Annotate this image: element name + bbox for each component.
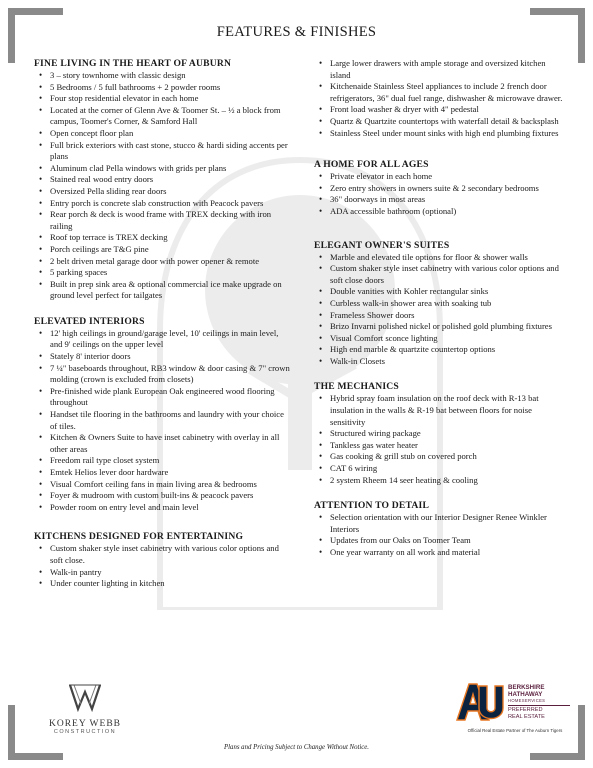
list-item: • Hybrid spray foam insulation on the roof deck with R-13 bat insulation in the walls & R-19 bat between floors for noise sensitivity: [314, 393, 566, 428]
list-item: • Walk-in Closets: [314, 356, 566, 368]
left-column: [34, 58, 292, 590]
feature-list: [314, 393, 566, 486]
list-item: • Large lower drawers with ample storage and oversized kitchen island: [314, 58, 566, 81]
list-item: • Updates from our Oaks on Toomer Team: [314, 535, 566, 547]
section-heading: ELEVATED INTERIORS: [34, 315, 145, 327]
list-item: • Foyer & mudroom with custom built-ins & peacock pavers: [34, 490, 292, 502]
list-item: • Roof top terrace is TREX decking: [34, 232, 292, 244]
feature-list: [314, 252, 566, 368]
list-item: • Pre-finished wide plank European Oak engineered wood flooring throughout: [34, 386, 292, 409]
list-item: • Front load washer & dryer with 4" pedestal: [314, 104, 566, 116]
feature-list: [314, 512, 566, 558]
section-kitchens-continued: [314, 58, 566, 139]
list-item: • Double vanities with Kohler rectangular sinks: [314, 286, 566, 298]
list-item: • Walk-in pantry: [34, 567, 292, 579]
list-item: • Structured wiring package: [314, 428, 566, 440]
list-item: • Gas cooking & grill stub on covered porch: [314, 451, 566, 463]
list-item: • Frameless Shower doors: [314, 310, 566, 322]
bh-line5: REAL ESTATE: [508, 713, 545, 720]
section-elevated-interiors: [34, 316, 292, 514]
list-item: • Freedom rail type closet system: [34, 455, 292, 467]
list-item: • Stained real wood entry doors: [34, 174, 292, 186]
berkshire-hathaway-logo: [508, 684, 570, 720]
bh-line1: BERKSHIRE: [508, 684, 545, 691]
list-item: • Entry porch is concrete slab construction with Peacock pavers: [34, 198, 292, 210]
feature-list: [34, 328, 292, 514]
section-attention-to-detail: [314, 500, 566, 558]
list-item: • 7 ¼" baseboards throughout, RB3 window & door casing & 7" crown molding (crown is excluded from closets): [34, 363, 292, 386]
partner-note: Official Real Estate Partner of The Auburn Tigers: [467, 728, 563, 733]
section-heading: FINE LIVING IN THE HEART OF AUBURN: [34, 58, 232, 69]
builder-subtitle: CONSTRUCTION: [53, 729, 117, 735]
list-item: • ADA accessible bathroom (optional): [314, 206, 566, 218]
list-item: • Kitchenaide Stainless Steel appliances to include 2 french door refrigerators, 36" dual fuel range, dishwasher & microwave drawer.: [314, 81, 566, 104]
section-heading: ATTENTION TO DETAIL: [314, 500, 430, 512]
builder-name: KOREY WEBB: [48, 719, 121, 729]
list-item: • 5 Bedrooms / 5 full bathrooms + 2 powder rooms: [34, 82, 292, 94]
section-heading: ELEGANT OWNER'S SUITES: [314, 239, 450, 251]
list-item: • Emtek Helios lever door hardware: [34, 467, 292, 479]
list-item: • Visual Comfort ceiling fans in main living area & bedrooms: [34, 479, 292, 491]
page-title: FEATURES & FINISHES: [216, 24, 377, 40]
list-item: • Stainless Steel under mount sinks with high end plumbing fixtures: [314, 128, 566, 140]
bh-line4: PREFERRED: [508, 705, 570, 714]
list-item: • Built in prep sink area & optional commercial ice make upgrade on ground level perfect for tailgates: [34, 279, 292, 302]
list-item: • Under counter lighting in kitchen: [34, 578, 292, 590]
list-item: • Kitchen & Owners Suite to have inset cabinetry with overlay in all other areas: [34, 432, 292, 455]
bh-line2: HATHAWAY: [508, 691, 543, 698]
list-item: • Custom shaker style inset cabinetry with various color options and soft close.: [34, 543, 292, 566]
list-item: • 36" doorways in most areas: [314, 194, 566, 206]
list-item: • 5 parking spaces: [34, 267, 292, 279]
section-fine-living: [34, 58, 292, 302]
list-item: • Full brick exteriors with cast stone, stucco & hardi siding accents per plans: [34, 140, 292, 163]
list-item: • 2 belt driven metal garage door with power opener & remote: [34, 256, 292, 268]
bh-line3: HOMESERVICES: [508, 698, 546, 703]
list-item: • 3 – story townhome with classic design: [34, 70, 292, 82]
list-item: • 12' high ceilings in ground/garage level, 10' ceilings in main level, and 9' ceilings on the upper level: [34, 328, 292, 351]
list-item: • CAT 6 wiring: [314, 463, 566, 475]
kw-monogram-icon: [68, 682, 102, 712]
list-item: • Private elevator in each home: [314, 171, 566, 183]
feature-list: [34, 70, 292, 302]
section-heading: THE MECHANICS: [314, 381, 399, 393]
list-item: • Stately 8' interior doors: [34, 351, 292, 363]
list-item: • Porch ceilings are T&G pine: [34, 244, 292, 256]
section-home-for-all-ages: [314, 159, 566, 217]
list-item: • Tankless gas water heater: [314, 440, 566, 452]
section-kitchens: [34, 531, 292, 589]
section-owners-suites: [314, 240, 566, 368]
list-item: • Aluminum clad Pella windows with grids per plans: [34, 163, 292, 175]
list-item: • Visual Comfort sconce lighting: [314, 333, 566, 345]
korey-webb-logo: [40, 682, 130, 740]
list-item: • Brizo Invarni polished nickel or polished gold plumbing fixtures: [314, 321, 566, 333]
list-item: • Four stop residential elevator in each home: [34, 93, 292, 105]
list-item: • Located at the corner of Glenn Ave & Toomer St. – ½ a block from campus, Toomer's Corner, & Samford Hall: [34, 105, 292, 128]
right-column: [314, 58, 566, 559]
list-item: • Handset tile flooring in the bathrooms and laundry with your choice of tiles.: [34, 409, 292, 432]
feature-list: [314, 171, 566, 217]
list-item: • Selection orientation with our Interior Designer Renee Winkler Interiors: [314, 512, 566, 535]
auburn-au-logo-icon: [455, 680, 505, 724]
list-item: • Powder room on entry level and main level: [34, 502, 292, 514]
feature-list: [314, 58, 566, 139]
list-item: • Open concept floor plan: [34, 128, 292, 140]
list-item: • Curbless walk-in shower area with soaking tub: [314, 298, 566, 310]
list-item: • Marble and elevated tile options for floor & shower walls: [314, 252, 566, 264]
section-mechanics: [314, 381, 566, 486]
list-item: • 2 system Rheem 14 seer heating & cooling: [314, 475, 566, 487]
list-item: • Zero entry showers in owners suite & 2 secondary bedrooms: [314, 183, 566, 195]
list-item: • Oversized Pella sliding rear doors: [34, 186, 292, 198]
list-item: • One year warranty on all work and material: [314, 547, 566, 559]
list-item: • Quartz & Quartzite countertops with waterfall detail & backsplash: [314, 116, 566, 128]
section-heading: A HOME FOR ALL AGES: [314, 159, 429, 171]
section-heading: KITCHENS DESIGNED FOR ENTERTAINING: [34, 531, 244, 543]
list-item: • Custom shaker style inset cabinetry with various color options and soft close doors: [314, 263, 566, 286]
list-item: • High end marble & quartzite countertop options: [314, 344, 566, 356]
footer-disclaimer: Plans and Pricing Subject to Change Without Notice.: [224, 744, 369, 751]
list-item: • Rear porch & deck is wood frame with TREX decking with iron railing: [34, 209, 292, 232]
feature-list: [34, 543, 292, 589]
